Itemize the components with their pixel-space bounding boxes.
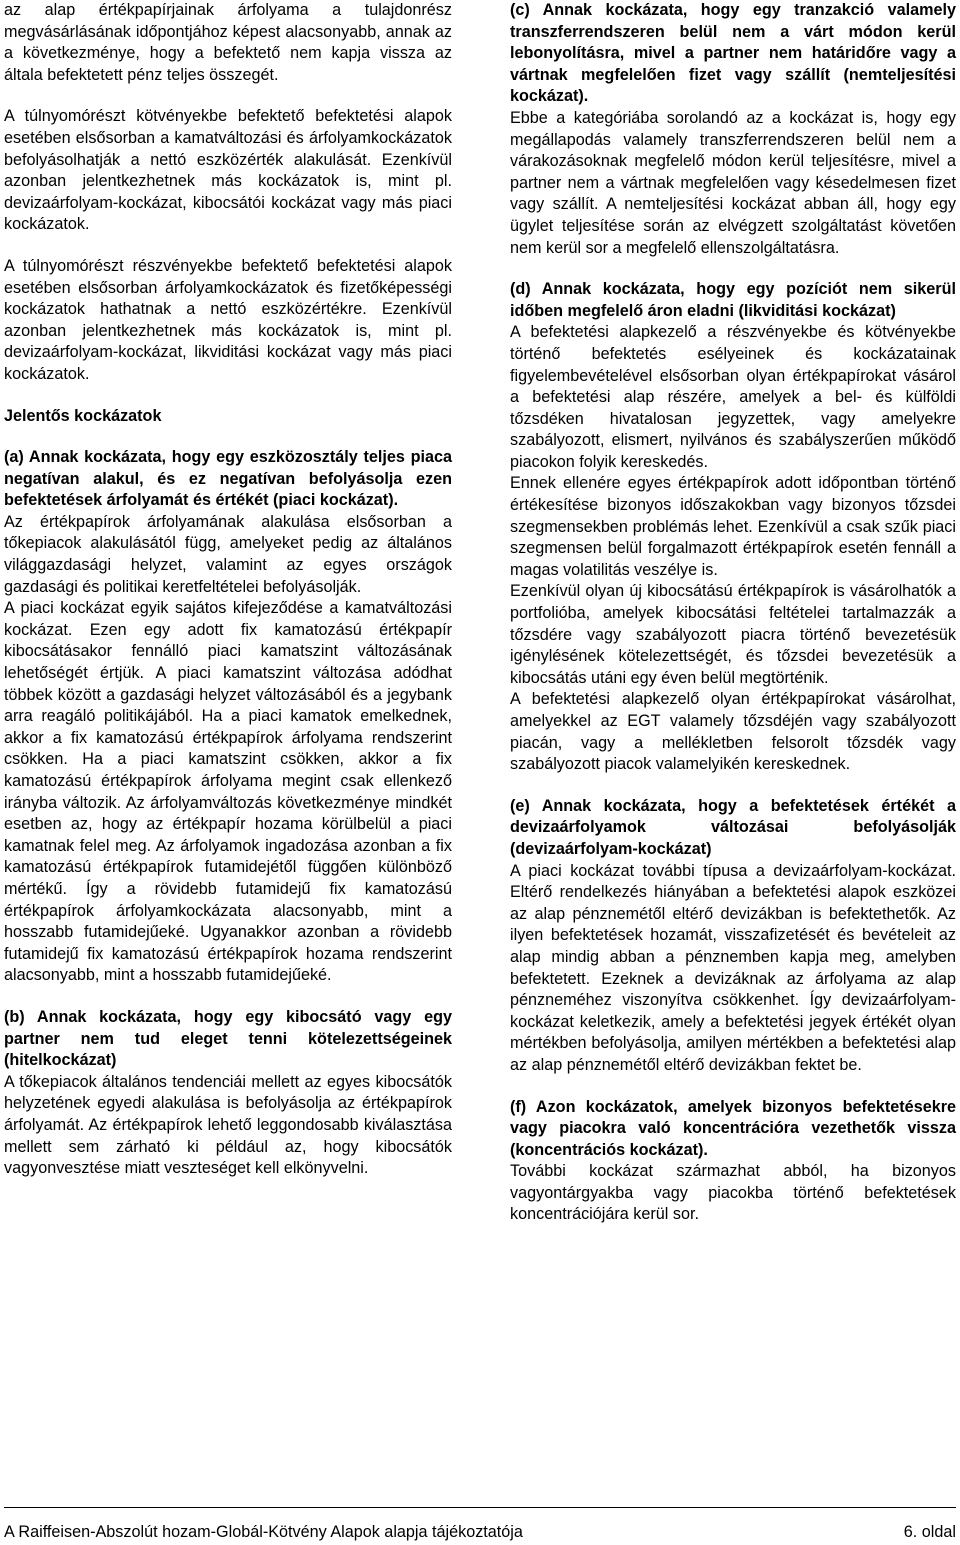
paragraph: A befektetési alapkezelő olyan értékpapírokat vásárolhat, amelyekkel az EGT valamely tőzsdéjén vagy szabályozott piacán, vagy a mellékletben felsorolt tőzsdék vagy szabályozott piacok valamelyikén kereskednek. [510, 690, 956, 774]
right-column [510, 0, 956, 1246]
paragraph: az alap értékpapírjainak árfolyama a tulajdonrész megvásárlásának időpontjához képest alacsonyabb, annak az a következménye, hogy a befektető nem kapja vissza az általa befektetett pénz teljes összegét. [4, 1, 452, 84]
paragraph: Az értékpapírok árfolyamának alakulása elsősorban a tőkepiacok alakulásától függ, amelyeket pedig az általános világgazdasági helyzet, valamint az egyes országok gazdasági és politikai keretfeltételei befolyásolják. [4, 512, 452, 596]
paragraph: A túlnyomórészt részvényekbe befektető befektetési alapok esetében elsősorban árfolyamkockázatok és fizetőképességi kockázatok hathatnak a nettó eszközértékre. Ezenkívül azonban jelentkezhetnek más kockázatok is, mint pl. devizaárfolyam-kockázat, likviditási kockázat vagy más piaci kockázatok. [4, 256, 452, 383]
left-column [4, 0, 452, 1200]
risk-heading-f: (f) Azon kockázatok, amelyek bizonyos befektetésekre vagy piacokra való koncentrációra vezethetők vissza (koncentrációs kockázat). [510, 1097, 956, 1159]
paragraph: A tőkepiacok általános tendenciái mellett az egyes kibocsátók helyzetének egyedi alakulása is befolyásolja az értékpapírok árfolyamát. Az értékpapírok lehető leggondosabb kiválasztása mellett sem zárható ki például az, hogy kibocsátók vagyonvesztése miatt veszteséget kell elkönyvelni. [4, 1072, 452, 1178]
risk-heading-d: (d) Annak kockázata, hogy egy pozíciót nem sikerül időben megfelelő áron eladni (likviditási kockázat) [510, 280, 956, 320]
section-title: Jelentős kockázatok [4, 406, 162, 425]
footer-title: A Raiffeisen-Abszolút hozam-Globál-Kötvény Alapok alapja tájékoztatója [4, 1523, 523, 1541]
paragraph: Ennek ellenére egyes értékpapírok adott időpontban történő értékesítése bizonyos időszakokban vagy bizonyos tőzsdei szegmensekben problémás lehet. Ezenkívül a csak szűk piaci szegmensen belül forgalmazott értékpapírok esetén fennáll a magas volatilitás veszélye is. [510, 474, 956, 579]
risk-heading-b: (b) Annak kockázata, hogy egy kibocsátó vagy egy partner nem tud eleget tenni kötelezettségeinek (hitelkockázat) [4, 1007, 452, 1070]
paragraph: A piaci kockázat egyik sajátos kifejeződése a kamatváltozási kockázat. Ezen egy adott fix kamatozású értékpapír kibocsátásakor fennálló piaci kamatszint változásának lehetőségét értjük. A piaci kamatszint változása adódhat többek között a gazdasági helyzet változásából és a jegybank arra reagáló politikájából. Ha a piaci kamatok emelkednek, akkor a fix kamatozású értékpapírok árfolyama rendszerint csökken. Ha a piaci kamatszint csökken, akkor a fix kamatozású értékpapírok árfolyama megint csak ellenkező irányba változik. Az árfolyamváltozás következménye mindkét esetben az, hogy az értékpapír hozama körülbelül a piaci kamatnak felel meg. Az árfolyamok ingadozása azonban a fix kamatozású értékpapírok futamidejétől függően különböző mértékű. Így a rövidebb futamidejű fix kamatozású értékpapírok árfolyamkockázata alacsonyabb, mint a hosszabb futamidejűeké. Ugyanakkor azonban a rövidebb futamidejű fix kamatozású értékpapírok hozama rendszerint alacsonyabb, mint a hosszabb futamidejűeké. [4, 599, 452, 985]
paragraph: A piaci kockázat további típusa a devizaárfolyam-kockázat. Eltérő rendelkezés hiányában a befektetési alapok eszközei az alap pénznemétől eltérő devizákban is befektethetők. Az ilyen befektetések hozamát, visszafizetését és bevételeit az alap mindig abban a pénznemben kapja meg, amelyben befektetett. Ezeknek a devizáknak az árfolyama az alap pénzneméhez viszonyítva csökkenhet. Így devizaárfolyam-kockázat keletkezik, amely a befektetési jegyek értékét olyan mértékben befolyásolja, amilyen mértékben a befektetési alap az alap pénznemétől eltérő devizákban fektet be. [510, 861, 956, 1074]
risk-heading-e: (e) Annak kockázata, hogy a befektetések értékét a devizaárfolyamok változásai befolyásolják (devizaárfolyam-kockázat) [510, 796, 956, 858]
paragraph: Ezenkívül olyan új kibocsátású értékpapírok is vásárolhatók a portfolióba, amelyek kibocsátási feltételei tartalmazzák a tőzsdére vagy szabályozott piacra történő bevezetésük igénylésének kötelezettségét, és tőzsdei bevezetésük a kibocsátás utáni egy éven belül megtörténik. [510, 582, 956, 687]
risk-heading-a: (a) Annak kockázata, hogy egy eszközosztály teljes piaca negatívan alakul, és ez negatívan befolyásolja ezen befektetések árfolyamát és értékét (piaci kockázat). [4, 448, 452, 510]
risk-heading-c: (c) Annak kockázata, hogy egy tranzakció valamely transzferrendszeren belül nem a várt módon kerül lebonyolításra, mivel a partner nem határidőre vagy a vártnak megfelelően fizet vagy szállít (nemteljesítési kockázat). [510, 1, 956, 106]
paragraph: A befektetési alapkezelő a részvényekbe és kötvényekbe történő befektetés esélyeinek és kockázatainak figyelembevételével elsősorban olyan értékpapírokat vásárol a befektetési alap részére, amelyek a bel- és külföldi tőzsdéken hivatalosan jegyzettek, vagy amelyekre szabályozott, elismert, nyilvános és szabályszerűen működő piacokon folyik kereskedés. [510, 323, 956, 471]
paragraph: Ebbe a kategóriába sorolandó az a kockázat is, hogy egy megállapodás valamely transzferrendszeren belül nem a várakozásoknak megfelelő módon kerül teljesítésre, mivel a partner nem a vártnak megfelelően vagy késedelmesen fizet vagy szállít. A nemteljesítési kockázat abban áll, hogy egy ügylet teljesítése során az elvégzett szolgáltatást követően nem kerül sor a megfelelő ellenszolgáltatásra. [510, 108, 956, 257]
paragraph: További kockázat származhat abból, ha bizonyos vagyontárgyakba vagy piacokba történő befektetések koncentrációjára kerül sor. [510, 1162, 956, 1224]
page-number: 6. oldal [903, 1523, 956, 1541]
paragraph: A túlnyomórészt kötvényekbe befektető befektetési alapok esetében elsősorban a kamatváltozási és árfolyamkockázatok befolyásolhatják a nettó eszközérték alakulását. Ezenkívül azonban jelentkezhetnek más kockázatok is, mint pl. devizaárfolyam-kockázat, kibocsátói kockázat vagy más piaci kockázatok. [4, 107, 452, 234]
page-footer [4, 1507, 956, 1542]
